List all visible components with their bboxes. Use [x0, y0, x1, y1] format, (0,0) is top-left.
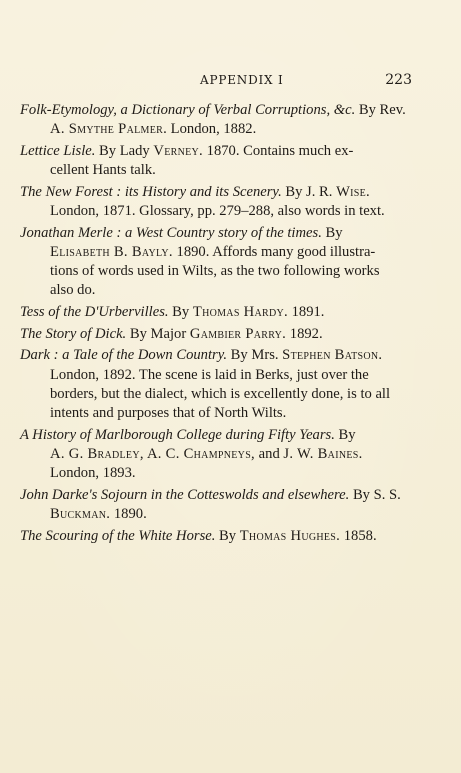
entry-line — [20, 486, 414, 505]
entry-text: borders, but the dialect, which is excellently done, is to all — [50, 385, 391, 402]
entry-text: intents and purposes that of North Wilts. — [50, 405, 287, 422]
bibliography-entry — [20, 183, 414, 221]
entry-line — [20, 202, 414, 221]
entry-line — [20, 142, 414, 161]
entry-text: cellent Hants talk. — [50, 162, 156, 179]
entry-title: Lettice Lisle. — [20, 142, 96, 159]
entry-line — [20, 404, 414, 423]
entry-text: 1890. — [110, 506, 147, 523]
entry-text: London, 1882. — [167, 121, 257, 138]
entry-line — [20, 505, 414, 524]
entry-title: Tess of the D'Urbervilles. — [20, 304, 169, 321]
entry-line — [20, 325, 414, 344]
entry-text: and — [255, 445, 284, 462]
entry-author: Thomas Hardy. — [192, 304, 288, 321]
entry-text: By Rev. — [355, 102, 406, 118]
entry-line — [20, 426, 414, 445]
entry-title: The Story of Dick. — [20, 325, 127, 342]
running-header-title: APPENDIX I — [200, 73, 284, 87]
entry-text: By Mrs. — [227, 347, 283, 364]
entry-title: Dark : a Tale of the Down Country. — [20, 347, 228, 364]
entry-author: Thomas Hughes. — [239, 527, 341, 544]
entry-text: By Major — [126, 325, 190, 342]
entry-text: London, 1893. — [50, 465, 136, 482]
entry-line — [20, 243, 414, 262]
bibliography-entry — [20, 426, 414, 484]
entry-text: 1870. Contains much ex- — [203, 142, 354, 159]
bibliography-entry — [20, 325, 414, 344]
entry-text: also do. — [50, 282, 96, 299]
entry-text: By — [168, 304, 193, 321]
bibliography-entry — [20, 346, 414, 423]
page-number: 223 — [385, 72, 412, 88]
entry-author: Buckman. — [50, 506, 111, 523]
entry-text: By S. S. — [349, 486, 401, 503]
entry-line — [20, 120, 414, 139]
entry-title: Folk-Etymology, a Dictionary of Verbal Corruptions, &c. — [20, 102, 356, 118]
entry-line — [20, 281, 414, 300]
entry-line — [20, 385, 414, 404]
entry-line — [20, 445, 414, 464]
entry-text: By — [215, 527, 240, 544]
entry-title: A History of Marlborough College during Fifty Years. — [20, 426, 335, 443]
bibliography-entry — [20, 303, 414, 322]
entry-line — [20, 161, 414, 180]
entry-text: By — [334, 426, 356, 443]
entry-title: John Darke's Sojourn in the Cotteswolds and elsewhere. — [20, 486, 350, 503]
entry-author: Gambier Parry. — [189, 325, 287, 342]
bibliography-list — [20, 101, 414, 548]
running-header — [200, 72, 412, 90]
entry-text: 1858. — [340, 527, 377, 544]
bibliography-entry — [20, 486, 414, 524]
entry-line — [20, 224, 414, 243]
entry-author: A. G. Bradley, A. C. Champneys, — [50, 445, 256, 462]
entry-author: J. W. Baines. — [283, 445, 363, 462]
entry-title: The New Forest : its History and its Scenery. — [20, 183, 282, 200]
entry-title: Jonathan Merle : a West Country story of the times. — [20, 224, 322, 241]
bibliography-entry — [20, 101, 414, 139]
entry-author: Wise. — [336, 183, 370, 200]
entry-line — [20, 464, 414, 483]
entry-text: London, 1871. Glossary, pp. 279–288, also words in text. — [50, 203, 385, 220]
entry-author: Verney. — [153, 142, 203, 159]
entry-line — [20, 183, 414, 202]
bibliography-entry — [20, 142, 414, 180]
entry-line — [20, 101, 414, 120]
bibliography-entry — [20, 527, 414, 546]
entry-line — [20, 262, 414, 281]
entry-author: Elisabeth B. Bayly. — [50, 243, 173, 260]
entry-text: tions of words used in Wilts, as the two following works — [50, 263, 380, 280]
entry-line — [20, 527, 414, 546]
entry-text: 1890. Affords many good illustra- — [172, 243, 376, 260]
bibliography-entry — [20, 224, 414, 301]
entry-text: 1892. — [286, 325, 323, 342]
entry-text: By Lady — [95, 142, 154, 159]
entry-text: By J. R. — [281, 183, 337, 200]
entry-line — [20, 366, 414, 385]
entry-line — [20, 346, 414, 365]
entry-author: A. Smythe Palmer. — [50, 121, 168, 138]
entry-title: The Scouring of the White Horse. — [20, 527, 216, 544]
entry-text: London, 1892. The scene is laid in Berks, just over the — [50, 366, 369, 383]
entry-author: Stephen Batson. — [282, 347, 383, 364]
entry-text: 1891. — [287, 304, 325, 321]
entry-text: By — [321, 224, 343, 241]
entry-line — [20, 303, 414, 322]
